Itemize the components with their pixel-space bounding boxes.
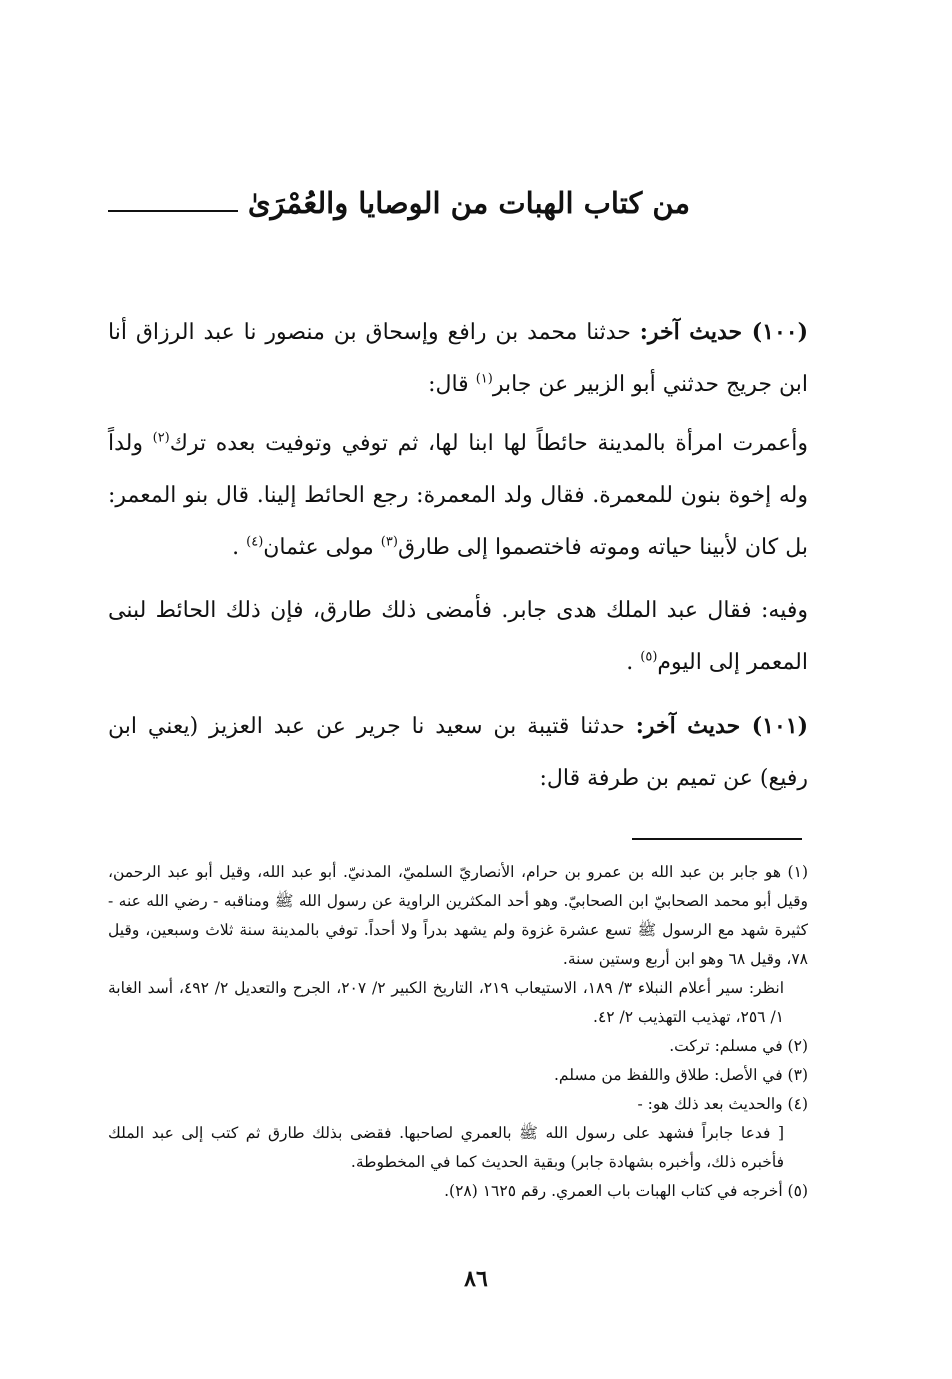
chapter-header	[108, 180, 808, 240]
page-number: ٨٦	[464, 1266, 488, 1292]
footnote-4: (٤) والحديث بعد ذلك هو: -	[637, 1095, 808, 1113]
footnote-2: (٢) في مسلم: تركت.	[669, 1037, 808, 1055]
footnote-5: (٥) أخرجه في كتاب الهبات باب العمري. رقم ١٦٢٥ (٢٨).	[444, 1182, 808, 1200]
header-rule	[108, 210, 238, 212]
footnote-4-quote: [ فدعا جابراً فشهد على رسول الله ﷺ بالعمري لصاحبها. فقضى بذلك طارق ثم كتب إلى عبد الملك فأخبره ذلك، وأخبره بشهادة جابر) وبقية الحديث كما في المخطوطة.	[108, 1124, 784, 1171]
hadith-100-tail: قال:	[428, 372, 469, 397]
footnote-ref-4: (٤)	[246, 534, 264, 550]
footnote-ref-2: (٢)	[152, 430, 170, 446]
footnote-3: (٣) في الأصل: طلاق واللفظ من مسلم.	[553, 1066, 808, 1084]
hadith-101-text: حدثنا قتيبة بن سعيد نا جرير عن عبد العزيز (يعني ابن رفيع) عن تميم بن طرفة قال:	[108, 714, 808, 791]
hadith-101-paragraph	[108, 700, 808, 805]
hadith-101-label: (١٠١) حديث آخر:	[635, 713, 809, 739]
narration-text-a: وأعمرت امرأة بالمدينة حائطاً لها ابنا لها، ثم توفي وتوفيت بعده ترك	[169, 431, 808, 456]
footnote-ref-3: (٣)	[380, 534, 398, 550]
narration-text-d: .	[232, 535, 240, 560]
chapter-title: من كتاب الهبات من الوصايا والعُمْرَىٰ	[247, 186, 690, 220]
addendum-text: وفيه: فقال عبد الملك هدى جابر. فأمضى ذلك طارق، فإن ذلك الحائط لبنى المعمر إلى اليوم	[108, 598, 808, 675]
footnote-ref-5: (٥)	[640, 649, 658, 665]
hadith-100-paragraph	[108, 306, 808, 411]
hadith-100-text: حدثنا محمد بن رافع وإسحاق بن منصور نا عبد الرزاق أنا ابن جريج حدثني أبو الزبير عن جابر	[108, 320, 808, 397]
addendum-tail: .	[626, 650, 634, 675]
addendum-paragraph	[108, 585, 808, 689]
footnotes-section	[108, 858, 808, 1206]
narration-text-c: مولى عثمان	[263, 535, 374, 560]
footnote-separator	[632, 838, 802, 840]
footnote-ref-1: (١)	[475, 371, 493, 387]
footnote-1-references: انظر: سير أعلام النبلاء ٣/ ١٨٩، الاستيعاب ٢١٩، التاريخ الكبير ٢/ ٢٠٧، الجرح والتعديل ٢/ ٤٩٢، أسد الغابة ١/ ٢٥٦، تهذيب التهذيب ٢/ ٤٢.	[108, 979, 784, 1026]
narration-text-b: ولداً وله إخوة بنون للمعمرة. فقال ولد المعمرة: رجع الحائط إلينا. قال بنو المعمر: بل كان لأبينا حياته وموته فاختصموا إلى طارق	[108, 431, 808, 560]
hadith-100-label: (١٠٠) حديث آخر:	[639, 319, 808, 345]
footnote-1: (١) هو جابر بن عبد الله بن عمرو بن حرام، الأنصاريّ السلميّ، المدنيّ. أبو عبد الله، وقيل أبو عبد الرحمن، وقيل أبو محمد الصحابيّ ابن الصحابيّ. وهو أحد المكثرين الراوية عن رسول الله ﷺ ومناقبه - رضي الله عنه - كثيرة شهد مع الرسول ﷺ تسع عشرة غزوة ولم يشهد بدراً ولا أحداً. توفي بالمدينة سنة ثلاث وسبعين، وقيل ٧٨، وقيل ٦٨ وهو ابن أربع وستين سنة.	[108, 863, 808, 968]
narration-paragraph	[108, 418, 808, 574]
